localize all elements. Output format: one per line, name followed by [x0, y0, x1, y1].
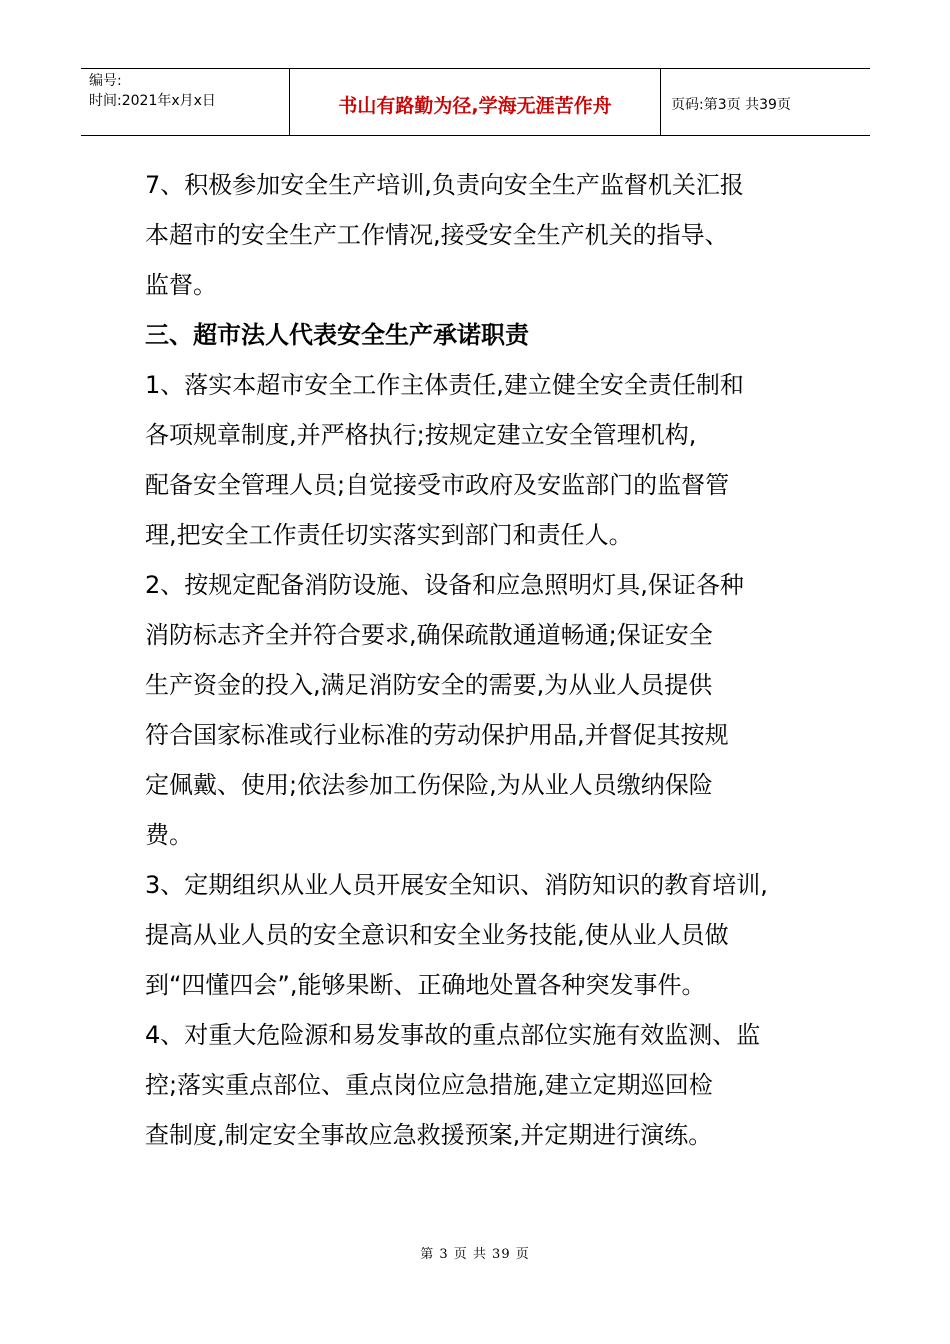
header-motto: 书山有路勤为径,学海无涯苦作舟	[290, 69, 661, 136]
body-text-line: 监督。	[145, 271, 217, 299]
document-body	[145, 160, 825, 1160]
header-page-info: 页码:第3页 共39页	[661, 69, 871, 136]
body-text-line: 4、对重大危险源和易发事故的重点部位实施有效监测、监	[145, 1021, 761, 1049]
body-text-line: 配备安全管理人员;自觉接受市政府及安监部门的监督管	[145, 471, 730, 499]
body-text-line: 消防标志齐全并符合要求,确保疏散通道畅通;保证安全	[145, 621, 713, 649]
body-text-line: 控;落实重点部位、重点岗位应急措施,建立定期巡回检	[145, 1071, 713, 1099]
body-text-line: 到“四懂四会”,能够果断、正确地处置各种突发事件。	[145, 971, 706, 999]
body-text-line: 本超市的安全生产工作情况,接受安全生产机关的指导、	[145, 221, 729, 249]
body-text-line: 定佩戴、使用;依法参加工伤保险,为从业人员缴纳保险	[145, 771, 713, 799]
document-number-label: 编号:	[89, 73, 122, 89]
body-text-line: 2、按规定配备消防设施、设备和应急照明灯具,保证各种	[145, 571, 744, 599]
body-text-line: 1、落实本超市安全工作主体责任,建立健全安全责任制和	[145, 371, 744, 399]
body-text-line: 7、积极参加安全生产培训,负责向安全生产监督机关汇报	[145, 171, 744, 199]
body-text-line: 生产资金的投入,满足消防安全的需要,为从业人员提供	[145, 671, 713, 699]
body-text-line: 费。	[145, 821, 193, 849]
document-date: 时间:2021年x月x日	[89, 93, 216, 109]
body-text-line: 提高从业人员的安全意识和安全业务技能,使从业人员做	[145, 921, 729, 949]
body-text-line: 查制度,制定安全事故应急救援预案,并定期进行演练。	[145, 1121, 713, 1149]
body-text-line: 符合国家标准或行业标准的劳动保护用品,并督促其按规	[145, 721, 729, 749]
page-header	[81, 68, 870, 136]
body-text-line: 3、定期组织从业人员开展安全知识、消防知识的教育培训,	[145, 871, 768, 899]
page-footer: 第 3 页 共 39 页	[420, 1247, 530, 1262]
body-text-line: 理,把安全工作责任切实落实到部门和责任人。	[145, 521, 633, 549]
header-meta-cell	[81, 69, 290, 136]
section-heading: 三、超市法人代表安全生产承诺职责	[145, 321, 529, 349]
body-text-line: 各项规章制度,并严格执行;按规定建立安全管理机构,	[145, 421, 697, 449]
